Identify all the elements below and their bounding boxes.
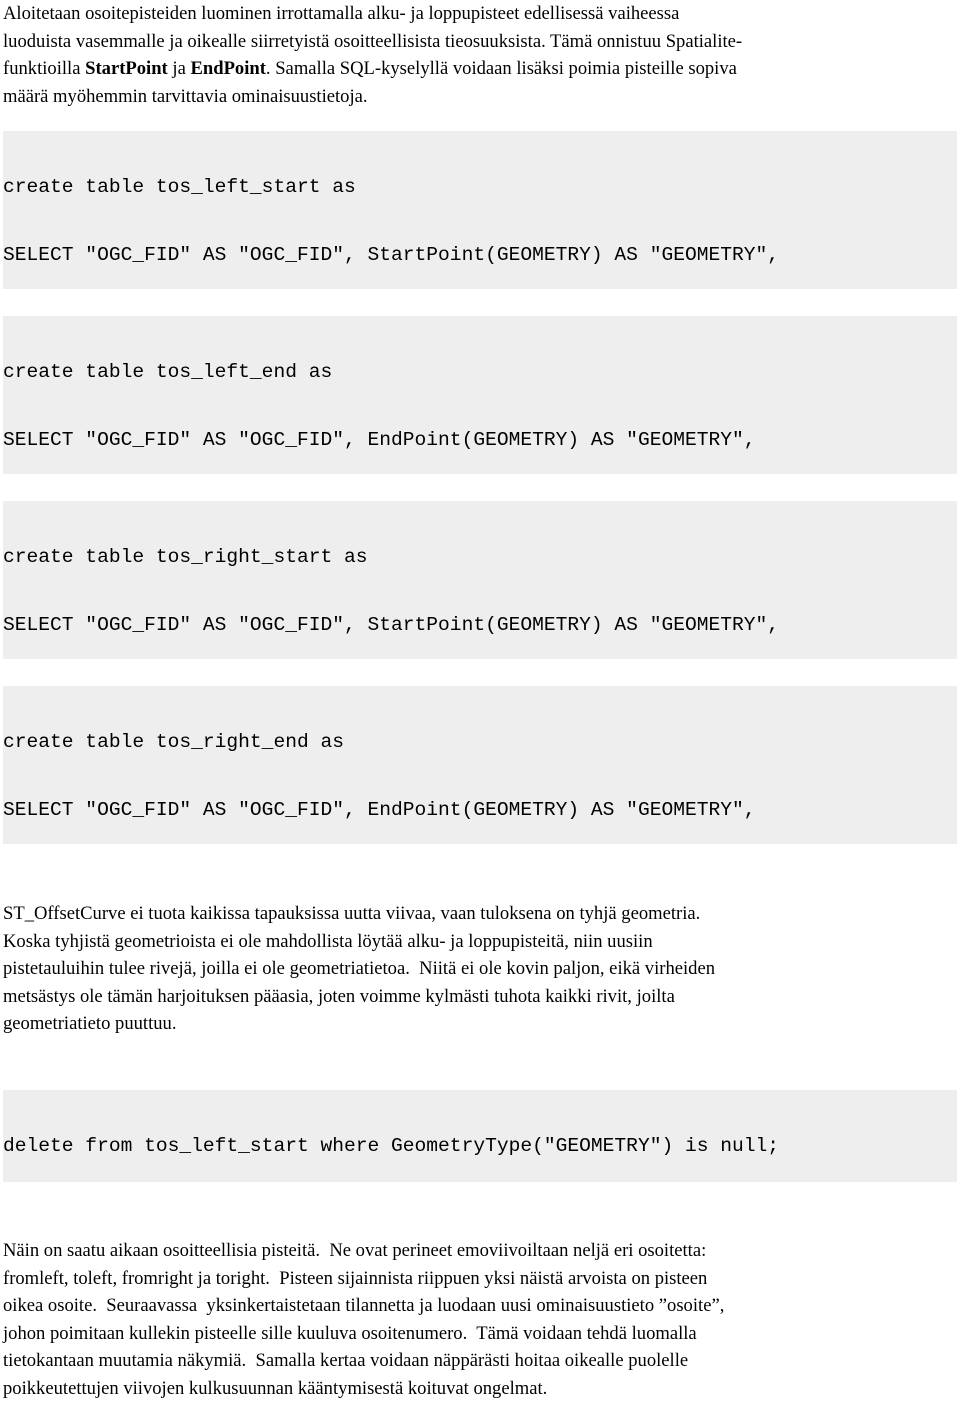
code-line: create table tos_right_start as: [3, 546, 368, 569]
addresses-paragraph: [3, 1237, 957, 1402]
endpoint-keyword: EndPoint: [190, 58, 266, 79]
paragraph-line: johon poimitaan kullekin pisteelle sille kuuluva osoitenumero. Tämä voidaan tehdä luomalla: [3, 1322, 697, 1344]
paragraph-line: pistetauluihin tulee rivejä, joilla ei ole geometriatietoa. Niitä ei ole kovin paljon, eikä virheiden: [3, 958, 716, 979]
code-line: create table tos_left_start as: [3, 176, 356, 199]
paragraph-line: geometriatieto puuttuu.: [3, 1013, 177, 1034]
code-line: SELECT "OGC_FID" AS "OGC_FID", StartPoint(GEOMETRY) AS "GEOMETRY",: [3, 243, 780, 266]
intro-line-2: luoduista vasemmalle ja oikealle siirretyistä osoitteellisista tieosuuksista. Tämä onnistuu Spatialite-: [3, 30, 743, 52]
intro-paragraph: [3, 0, 957, 110]
code-line: create table tos_left_end as: [3, 361, 333, 384]
paragraph-line: Näin on saatu aikaan osoitteellisia pisteitä. Ne ovat perineet emoviivoiltaan neljä eri osoitetta:: [3, 1240, 707, 1261]
intro-line-3-pre: funktioilla: [3, 58, 86, 79]
paragraph-line: fromleft, toleft, fromright ja toright. Pisteen sijainnista riippuen yksi näistä arvoista on pisteen: [3, 1267, 708, 1289]
code-line: SELECT "OGC_FID" AS "OGC_FID", EndPoint(GEOMETRY) AS "GEOMETRY",: [3, 428, 756, 451]
paragraph-line: oikea osoite. Seuraavassa yksinkertaistetaan tilannetta ja luodaan uusi ominaisuustieto ”osoite”,: [3, 1295, 725, 1316]
intro-line-3: [3, 55, 957, 83]
offsetcurve-paragraph: [3, 900, 957, 1038]
paragraph-line: poikkeutettujen viivojen kulkusuunnan kääntymisestä koituvat ongelmat.: [3, 1377, 548, 1399]
code-block-delete: [3, 1090, 957, 1182]
code-line: create table tos_right_end as: [3, 731, 344, 754]
paragraph-line: tietokantaan muutamia näkymiä. Samalla kertaa voidaan näppärästi hoitaa oikealle puolelle: [3, 1350, 689, 1371]
startpoint-keyword: StartPoint: [85, 58, 168, 79]
code-line: SELECT "OGC_FID" AS "OGC_FID", EndPoint(GEOMETRY) AS "GEOMETRY",: [3, 798, 756, 821]
code-line: SELECT "OGC_FID" AS "OGC_FID", StartPoint(GEOMETRY) AS "GEOMETRY",: [3, 613, 780, 636]
intro-line-1: Aloitetaan osoitepisteiden luominen irrottamalla alku- ja loppupisteet edellisessä vaiheessa: [3, 3, 680, 24]
intro-line-3-post: . Samalla SQL-kyselyllä voidaan lisäksi poimia pisteille sopiva: [265, 58, 737, 79]
paragraph-line: metsästys ole tämän harjoituksen pääasia, joten voimme kylmästi tuhota kaikki rivit, joilta: [3, 985, 675, 1007]
code-line: delete from tos_left_start where GeometryType("GEOMETRY") is null;: [3, 1135, 780, 1158]
code-block-right-end: [3, 686, 957, 844]
paragraph-line: ST_OffsetCurve ei tuota kaikissa tapauksissa uutta viivaa, vaan tuloksena on tyhjä geometria.: [3, 903, 701, 924]
intro-line-3-mid: ja: [167, 58, 191, 79]
intro-line-4: määrä myöhemmin tarvittavia ominaisuustietoja.: [3, 85, 368, 107]
code-block-left-start: [3, 131, 957, 289]
code-block-right-start: [3, 501, 957, 659]
code-block-left-end: [3, 316, 957, 474]
paragraph-line: Koska tyhjistä geometrioista ei ole mahdollista löytää alku- ja loppupisteitä, niin uusiin: [3, 930, 653, 952]
